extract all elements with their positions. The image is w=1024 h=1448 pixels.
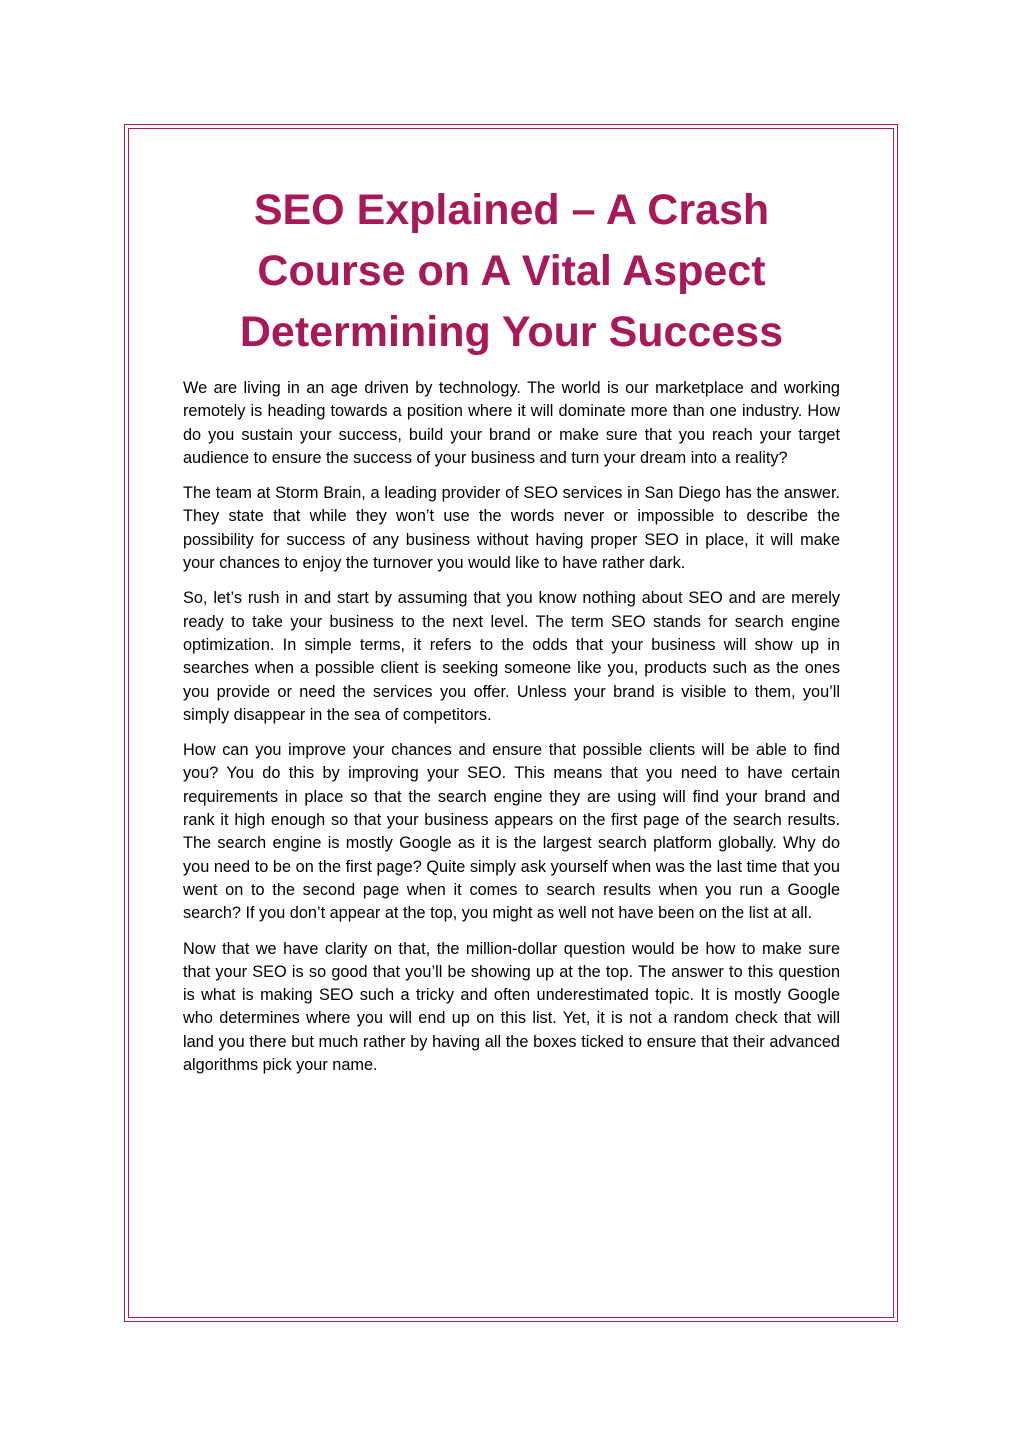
paragraph-3: So, let’s rush in and start by assuming that you know nothing about SEO and are merely ready to take your business to the next level. The term SEO stands for search engine optimization. In simple terms, it refers to the odds that your business will show up in searches when a possible client is seeking someone like you, products such as the ones you provide or need the services you offer. Unless your brand is visible to them, you’ll simply disappear in the sea of competitors. [183,589,840,724]
paragraph-4: How can you improve your chances and ensure that possible clients will be able to find you? You do this by improving your SEO. This means that you need to have certain requirements in place so that the search engine they are using will find your brand and rank it high enough so that your business appears on the first page of the search results. The search engine is mostly Google as it is the largest search platform globally. Why do you need to be on the first page? Quite simply ask yourself when was the last time that you went on to the second page when it comes to search results when you run a Google search? If you don’t appear at the top, you might as well not have been on the list at all. [183,741,840,923]
page-title: SEO Explained – A Crash Course on A Vital Aspect Determining Your Success [239,186,784,356]
document-body [183,180,840,1089]
paragraph-2: The team at Storm Brain, a leading provider of SEO services in San Diego has the answer. They state that while they won’t use the words never or impossible to describe the possibility for success of any business without having proper SEO in place, it will make your chances to enjoy the turnover you would like to have rather dark. [183,484,840,573]
paragraph-5: Now that we have clarity on that, the million-dollar question would be how to make sure that your SEO is so good that you’ll be showing up at the top. The answer to this question is what is making SEO such a tricky and often underestimated topic. It is mostly Google who determines where you will end up on this list. Yet, it is not a random check that will land you there but much rather by having all the boxes ticked to ensure that their advanced algorithms pick your name. [183,939,840,1075]
paragraph-1: We are living in an age driven by technology. The world is our marketplace and working remotely is heading towards a position where it will dominate more than one industry. How do you sustain your success, build your brand or make sure that you reach your target audience to ensure the success of your business and turn your dream into a reality? [183,379,840,467]
